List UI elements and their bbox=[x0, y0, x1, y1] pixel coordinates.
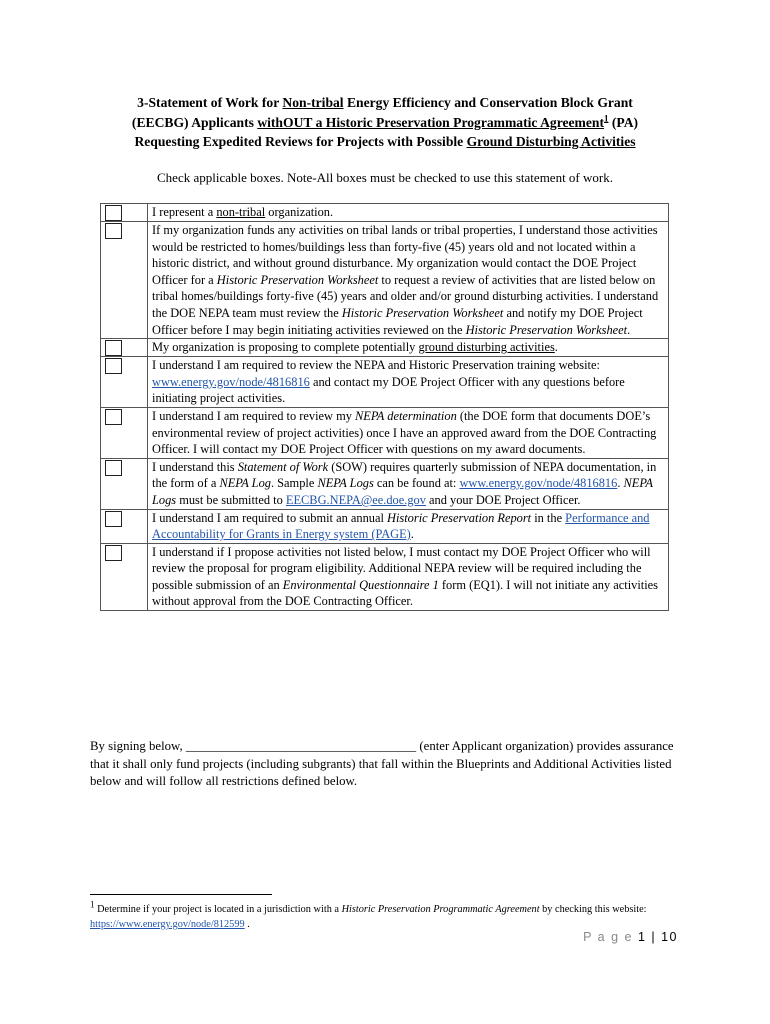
text: . bbox=[244, 919, 250, 930]
checkbox[interactable] bbox=[105, 460, 122, 476]
italic-text: Statement of Work bbox=[237, 459, 329, 474]
checkbox[interactable] bbox=[105, 409, 122, 425]
checkbox-cell bbox=[101, 458, 148, 509]
footnote bbox=[90, 899, 690, 932]
italic-text: Historic Preservation Worksheet bbox=[465, 322, 628, 337]
text: (SOW) requires quarterly submission of NEPA documentation, in the form of a bbox=[152, 459, 657, 491]
checklist-row bbox=[101, 509, 669, 543]
text: and contact my DOE Project Officer with any questions before initiating project activities. bbox=[152, 374, 625, 406]
title-text: Energy Efficiency and Conservation Block Grant bbox=[343, 95, 633, 110]
checklist-text bbox=[148, 543, 669, 610]
text: I understand I am required to review my bbox=[152, 408, 355, 423]
title-line-2 bbox=[60, 113, 710, 133]
checklist-text bbox=[148, 407, 669, 458]
text: . bbox=[554, 340, 558, 355]
text: I represent a bbox=[152, 205, 217, 219]
text: I understand I am required to submit an annual bbox=[152, 510, 388, 525]
text: . bbox=[617, 476, 624, 491]
text: . Sample bbox=[270, 476, 318, 491]
checklist-row bbox=[101, 204, 669, 222]
footnote-ref[interactable]: 1 bbox=[604, 112, 609, 123]
page-total: 10 bbox=[661, 930, 678, 944]
text: to request a review of activities that are listed below on tribal homes/buildings forty-five (45) years and older and/or ground disturbing activities. I understand the DOE NEPA team must review the bbox=[152, 272, 659, 320]
text: I understand this bbox=[152, 459, 238, 474]
checklist-table bbox=[100, 203, 669, 611]
text: organization. bbox=[265, 205, 334, 219]
checkbox[interactable] bbox=[105, 511, 122, 527]
checkbox[interactable] bbox=[105, 205, 122, 221]
title-text: Requesting Expedited Reviews for Projects with Possible bbox=[134, 134, 467, 149]
checklist-text bbox=[148, 204, 669, 222]
checkbox-cell bbox=[101, 509, 148, 543]
title-line-3 bbox=[60, 132, 710, 152]
checklist-row bbox=[101, 222, 669, 339]
checklist-row bbox=[101, 339, 669, 357]
checklist-row bbox=[101, 357, 669, 408]
checkbox-cell bbox=[101, 339, 148, 357]
text: Determine if your project is located in a jurisdiction with a bbox=[94, 904, 342, 915]
checkbox-cell bbox=[101, 357, 148, 408]
checkbox[interactable] bbox=[105, 340, 122, 356]
italic-text: Historic Preservation Programmatic Agreement bbox=[341, 904, 540, 915]
page-number bbox=[583, 930, 678, 944]
footnote-number: 1 bbox=[90, 899, 95, 910]
page-label: P a g e bbox=[583, 930, 633, 944]
title-underlined-text: Ground Disturbing Activities bbox=[466, 134, 636, 149]
document-title bbox=[60, 93, 710, 152]
italic-text: NEPA Logs bbox=[317, 476, 374, 491]
text: I understand if I propose activities not listed below, I must contact my DOE Project Officer who will review the proposal for program eligibility. Additional NEPA review will be required including the possible submission of an bbox=[152, 544, 651, 592]
text: My organization is proposing to complete potentially bbox=[152, 340, 419, 355]
applicant-organization-blank[interactable]: ____________________________________ bbox=[185, 739, 417, 753]
signature-paragraph bbox=[90, 738, 690, 791]
text: By signing below, bbox=[90, 739, 186, 753]
text: and notify my DOE Project Officer before I may begin initiating activities reviewed on the bbox=[152, 305, 643, 337]
footnote-link[interactable]: https://www.energy.gov/node/812599 bbox=[90, 919, 245, 930]
checklist-text bbox=[148, 357, 669, 408]
underlined-text: non-tribal bbox=[216, 205, 266, 219]
checkbox-cell bbox=[101, 407, 148, 458]
training-website-link[interactable]: www.energy.gov/node/4816816 bbox=[152, 374, 310, 389]
title-underlined-text: Non-tribal bbox=[282, 95, 344, 110]
page-separator: | bbox=[646, 930, 662, 944]
text: . bbox=[627, 322, 631, 337]
text: and your DOE Project Officer. bbox=[425, 492, 581, 507]
text: by checking this website: bbox=[539, 904, 647, 915]
nepa-log-link[interactable]: www.energy.gov/node/4816816 bbox=[459, 476, 618, 491]
checklist-row bbox=[101, 407, 669, 458]
title-text: 3-Statement of Work for bbox=[137, 95, 283, 110]
text: can be found at: bbox=[373, 476, 460, 491]
underlined-text: ground disturbing activities bbox=[418, 340, 555, 355]
checklist-row bbox=[101, 543, 669, 610]
checklist-text bbox=[148, 458, 669, 509]
checkbox[interactable] bbox=[105, 358, 122, 374]
text: If my organization funds any activities on tribal lands or tribal properties, I understand those activities would be restricted to homes/buildings less than forty-five (45) years old and not located within a historic district, and without ground disturbance. My organization would contact the DOE Project Officer for a bbox=[152, 223, 658, 287]
checkbox[interactable] bbox=[105, 545, 122, 561]
checklist-text bbox=[148, 222, 669, 339]
title-underlined-text: withOUT a Historic Preservation Programmatic Agreement bbox=[257, 114, 604, 130]
checkbox-cell bbox=[101, 222, 148, 339]
text: must be submitted to bbox=[176, 492, 286, 507]
title-text: (PA) bbox=[608, 114, 639, 130]
checkbox[interactable] bbox=[105, 223, 122, 239]
text: in the bbox=[531, 510, 566, 525]
italic-text: Historic Preservation Worksheet bbox=[341, 305, 504, 320]
text: . bbox=[410, 527, 414, 542]
italic-text: Historic Preservation Worksheet bbox=[216, 272, 379, 287]
checklist-row bbox=[101, 458, 669, 509]
text: form (EQ1). I will not initiate any activities without approval from the DOE Contracting Officer. bbox=[152, 577, 659, 609]
page-current: 1 bbox=[637, 930, 647, 944]
checkbox-cell bbox=[101, 204, 148, 222]
checkbox-cell bbox=[101, 543, 148, 610]
checklist-text bbox=[148, 509, 669, 543]
title-text: (EECBG) Applicants bbox=[131, 114, 258, 130]
italic-text: Historic Preservation Report bbox=[387, 510, 532, 525]
text: (the DOE form that documents DOE’s environmental review of project activities) once I have an approved award from the DOE Contracting Officer. I will contact my DOE Project Officer with questions on my award documents. bbox=[152, 408, 657, 457]
italic-text: NEPA determination bbox=[355, 408, 457, 423]
text: I understand I am required to review the NEPA and Historic Preservation training website: bbox=[152, 358, 600, 373]
footnote-divider bbox=[90, 894, 272, 895]
checklist-text bbox=[148, 339, 669, 357]
title-line-1 bbox=[60, 93, 710, 113]
page-system-link[interactable]: Performance and Accountability for Grants in Energy system (PAGE) bbox=[152, 510, 650, 542]
italic-text: NEPA Logs bbox=[152, 476, 653, 507]
text: (enter Applicant organization) provides assurance that it shall only fund projects (including subgrants) that fall within the Blueprints and Additional Activities listed below and will follow all restrictions defined below. bbox=[90, 739, 674, 789]
italic-text: Environmental Questionnaire 1 bbox=[282, 577, 439, 592]
instructions: Check applicable boxes. Note-All boxes must be checked to use this statement of work. bbox=[157, 170, 613, 185]
email-link[interactable]: EECBG.NEPA@ee.doe.gov bbox=[285, 492, 426, 507]
italic-text: NEPA Log bbox=[219, 476, 271, 491]
